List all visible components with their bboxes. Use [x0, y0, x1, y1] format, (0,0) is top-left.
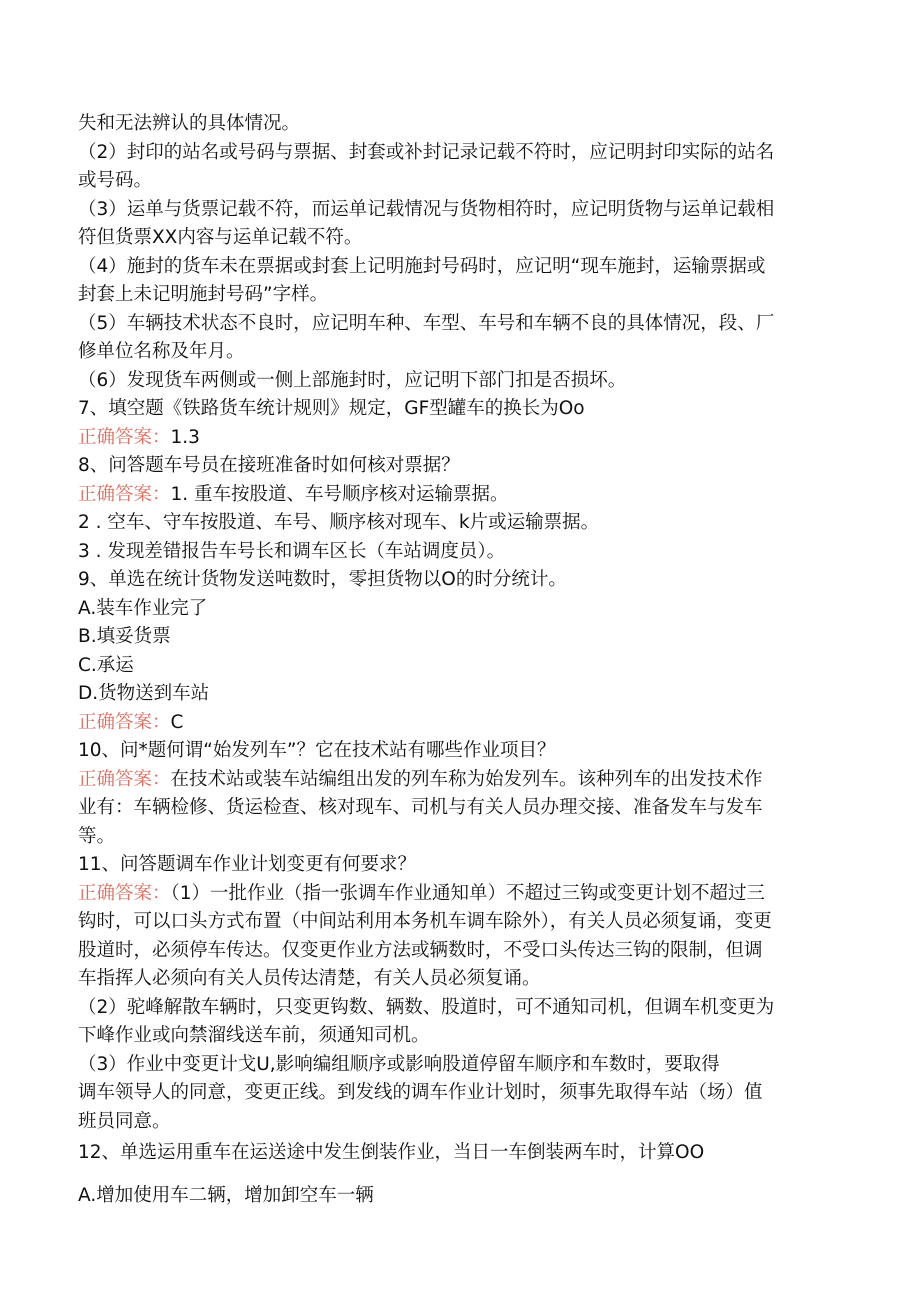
option-c: C.承运	[78, 655, 134, 676]
option-d: D.货物送到车站	[78, 683, 210, 704]
answer-label: 正确答案：	[78, 427, 171, 448]
text-line: 修单位名称及年月。	[78, 341, 245, 362]
text-line: （2）驼峰解散车辆时，只变更钩数、辆数、股道时，可不通知司机，但调车机变更为	[78, 997, 775, 1018]
answer-text: 1. 重车按股道、车号顺序核对运输票据。	[170, 484, 509, 505]
text-line: 业有：车辆检修、货运检查、核对现车、司机与有关人员办理交接、准备发车与发车	[78, 797, 763, 818]
text-line: 或号码。	[78, 170, 153, 191]
text-line: （4）施封的货车未在票据或封套上记明施封号码时，应记明“现车施封，运输票据或	[78, 256, 766, 277]
text-line: 封套上未记明施封号码”字样。	[78, 284, 329, 305]
question-11: 11、问答题调车作业计划变更有何要求？	[78, 854, 417, 875]
text-line: 等。	[78, 826, 116, 847]
text-line: （6）发现货车两侧或一侧上部施封时，应记明下部门扣是否损坏。	[78, 370, 627, 391]
answer-label: 正确答案：	[78, 484, 171, 505]
question-7: 7、填空题《铁路货车统计规则》规定，GF型罐车的换长为Oo	[78, 398, 585, 419]
text-line: （2）封印的站名或号码与票据、封套或补封记录记载不符时，应记明封印实际的站名	[78, 142, 775, 163]
text-line: 股道时，必须停车传达。仅变更作业方法或辆数时，不受口头传达三钩的限制，但调	[78, 940, 763, 961]
option-b: B.填妥货票	[78, 626, 171, 647]
text-line: 钩时，可以口头方式布置（中间站利用本务机车调车除外），有关人员必须复诵，变更	[78, 911, 772, 932]
answer-text: C	[170, 712, 184, 733]
question-12: 12、单选运用重车在运送途中发生倒装作业，当日一车倒装两车时，计算OO	[78, 1142, 705, 1163]
question-10: 10、问*题何谓“始发列车”？它在技术站有哪些作业项目？	[78, 740, 556, 761]
text-line: 符但货票XX内容与运单记载不符。	[78, 227, 363, 248]
text-line: （3）作业中变更计戈U,影响编组顺序或影响股道停留车顺序和车数时，要取得	[78, 1054, 720, 1075]
text-line: 调车领导人的同意，变更正线。到发线的调车作业计划时，须事先取得车站（场）值	[78, 1082, 763, 1103]
answer-label: 正确答案：	[78, 712, 171, 733]
question-8: 8、问答题车号员在接班准备时如何核对票据？	[78, 455, 460, 476]
question-9: 9、单选在统计货物发送吨数时，零担货物以O的时分统计。	[78, 569, 567, 590]
text-line: 2 . 空车、守车按股道、车号、顺序核对现车、k片或运输票据。	[78, 512, 600, 533]
text-line: 3 . 发现差错报告车号长和调车区长（车站调度员）。	[78, 541, 506, 562]
answer-line	[78, 481, 509, 509]
option-a: A.增加使用车二辆，增加卸空车一辆	[78, 1185, 374, 1206]
answer-line	[78, 880, 765, 908]
text-line: （3）运单与货票记载不符，而运单记载情况与货物相符时，应记明货物与运单记载相	[78, 199, 775, 220]
answer-text: （1）一批作业（指一张调车作业通知单）不超过三钩或变更计划不超过三	[170, 883, 766, 904]
answer-line	[78, 766, 763, 794]
answer-line	[78, 424, 200, 452]
text-line: （5）车辆技术状态不良时，应记明车种、车型、车号和车辆不良的具体情况，段、厂	[78, 313, 775, 334]
answer-label: 正确答案：	[78, 769, 171, 790]
option-a: A.装车作业完了	[78, 598, 208, 619]
answer-text: 1.3	[170, 427, 200, 448]
answer-label: 正确答案：	[78, 883, 171, 904]
text-line: 车指挥人必须向有关人员传达清楚，有关人员必须复诵。	[78, 968, 541, 989]
answer-text: 在技术站或装车站编组出发的列车称为始发列车。该种列车的出发技术作	[170, 769, 763, 790]
text-line: 失和无法辨认的具体情况。	[78, 113, 301, 134]
text-line: 下峰作业或向禁溜线送车前，须通知司机。	[78, 1025, 430, 1046]
answer-line	[78, 709, 183, 737]
text-line: 班员同意。	[78, 1111, 171, 1132]
